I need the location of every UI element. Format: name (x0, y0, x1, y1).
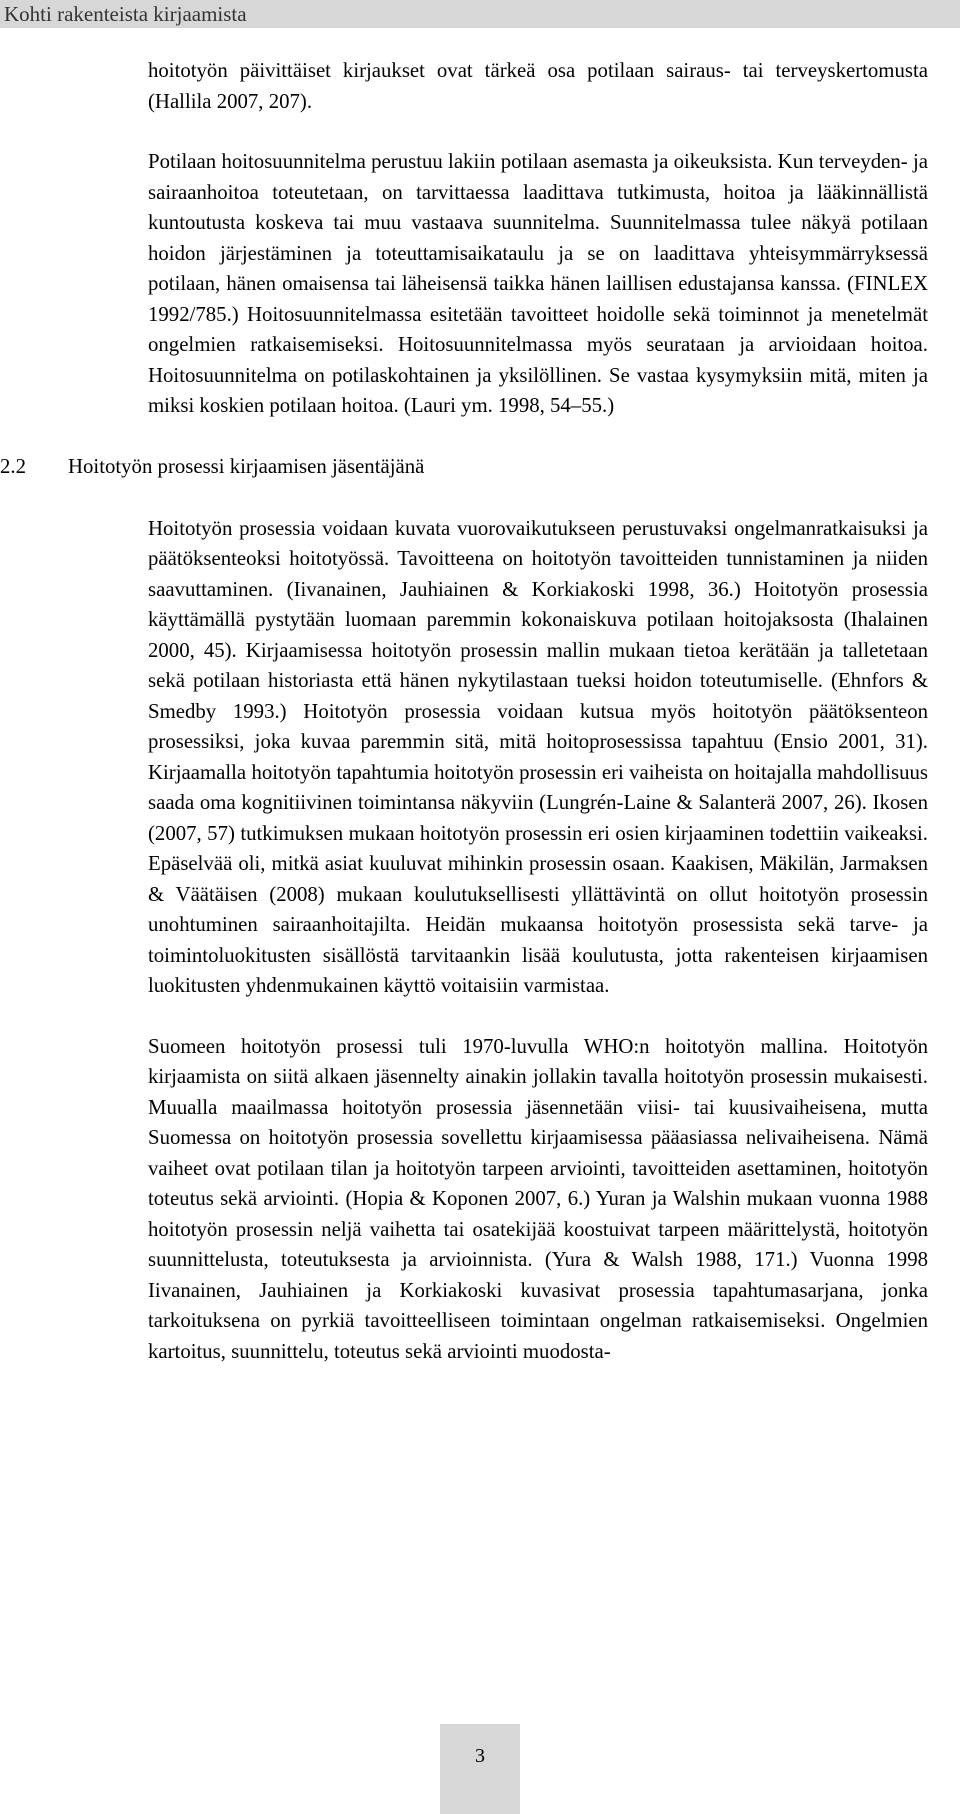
paragraph-spacer (148, 1002, 928, 1032)
paragraph-spacer (148, 422, 928, 452)
paragraph-spacer (148, 482, 928, 514)
paragraph-record-keeping: hoitotyön päivittäiset kirjaukset ovat tärkeä osa potilaan sairaus- tai terveyskertomusta (Hallila 2007, 207). (148, 59, 928, 113)
section-heading (0, 452, 928, 482)
paragraph-nursing-process: Hoitotyön prosessia voidaan kuvata vuorovaikutukseen perustuvaksi ongelmanratkaisuksi ja päätöksenteoksi hoitotyössä. Tavoitteena on hoitotyön tavoitteiden tunnistaminen ja niiden saavuttaminen. (Iivanainen, Jauhiainen & Korkiakoski 1998, 36.) Hoitotyön prosessia käyttämällä pystytään luomaan paremmin kokonaiskuva potilaan hoitojaksosta (Ihalainen 2000, 45). Kirjaamisessa hoitotyön prosessin mallin mukaan tietoa kerätään ja talletetaan sekä potilaan historiasta että hänen nykytilastaan tueksi hoidon toteutumiselle. (Ehnfors & Smedby 1993.) Hoitotyön prosessia voidaan kutsua myös hoitotyön päätöksenteon prosessiksi, joka kuvaa paremmin sitä, mitä hoitoprosessissa tapahtuu (Ensio 2001, 31). Kirjaamalla hoitotyön tapahtumia hoitotyön prosessin eri vaiheista on hoitajalla mahdollisuus saada oma kognitiivinen toimintansa näkyviin (Lungrén-Laine & Salanterä 2007, 26). Ikosen (2007, 57) tutkimuksen mukaan hoitotyön prosessin eri osien kirjaaminen todettiin vaikeaksi. Epäselvää oli, mitkä asiat kuuluvat mihinkin prosessin osaan. Kaakisen, Mäkilän, Jarmaksen & Väätäisen (2008) mukaan koulutuksellisesti yllättävintä on ollut hoitotyön prosessin unohtuminen sairaanhoitajilta. Heidän mukaansa hoitotyön prosessista sekä tarve- ja toimintoluokitusten sisällöstä tarvitaankin lisää koulutusta, jotta rakenteisen kirjaamisen luokitusten yhdenmukainen käyttö voitaisiin varmistaa. (148, 516, 928, 997)
paragraph-spacer (148, 117, 928, 147)
page-number: 3 (475, 1745, 485, 1767)
running-header (0, 0, 960, 28)
section-title: Hoitotyön prosessi kirjaamisen jäsentäjänä (68, 454, 425, 478)
running-header-title: Kohti rakenteista kirjaamista (4, 2, 247, 26)
document-body (0, 56, 928, 1367)
paragraph-process-history: Suomeen hoitotyön prosessi tuli 1970-luvulla WHO:n hoitotyön mallina. Hoitotyön kirjaamista on siitä alkaen jäsennelty ainakin jollakin tavalla hoitotyön prosessin mukaisesti. Muualla maailmassa hoitotyön prosessia jäsennetään viisi- tai kuusivaiheisena, mutta Suomessa on hoitotyön prosessia sovellettu kirjaamisessa pääasiassa nelivaiheisena. Nämä vaiheet ovat potilaan tilan ja hoitotyön tarpeen arviointi, tavoitteiden asettaminen, hoitotyön toteutus sekä arviointi. (Hopia & Koponen 2007, 6.) Yuran ja Walshin mukaan vuonna 1988 hoitotyön prosessin neljä vaihetta tai osatekijää koostuivat tarpeen määrittelystä, hoitotyön suunnittelusta, toteutuksesta ja arvioinnista. (Yura & Walsh 1988, 171.) Vuonna 1998 Iivanainen, Jauhiainen ja Korkiakoski kuvasivat prosessia tapahtumasarjana, jonka tarkoituksena on pyrkiä tavoitteelliseen toimintaan ongelman ratkaisemiseksi. Ongelmien kartoitus, suunnittelu, toteutus sekä arviointi muodosta- (148, 1034, 928, 1363)
section-number: 2.2 (0, 454, 26, 478)
page-footer (440, 1724, 520, 1814)
paragraph-care-plan: Potilaan hoitosuunnitelma perustuu lakiin potilaan asemasta ja oikeuksista. Kun terveyden- ja sairaanhoitoa toteutetaan, on tarvittaessa laadittava tutkimusta, hoitoa ja lääkinnällistä kuntoutusta koskeva tai muu vastaava suunnitelma. Suunnitelmassa tulee näkyä potilaan hoidon järjestäminen ja toteuttamisaikataulu ja se on laadittava yhteisymmärryksessä potilaan, hänen omaisensa tai läheisensä taikka hänen laillisen edustajansa kanssa. (FINLEX 1992/785.) Hoitosuunnitelmassa esitetään tavoitteet hoidolle sekä toiminnot ja menetelmät ongelmien ratkaisemiseksi. Hoitosuunnitelmassa myös seurataan ja arvioidaan hoitoa. Hoitosuunnitelma on potilaskohtainen ja yksilöllinen. Se vastaa kysymyksiin mitä, miten ja miksi koskien potilaan hoitoa. (Lauri ym. 1998, 54–55.) (148, 150, 928, 417)
